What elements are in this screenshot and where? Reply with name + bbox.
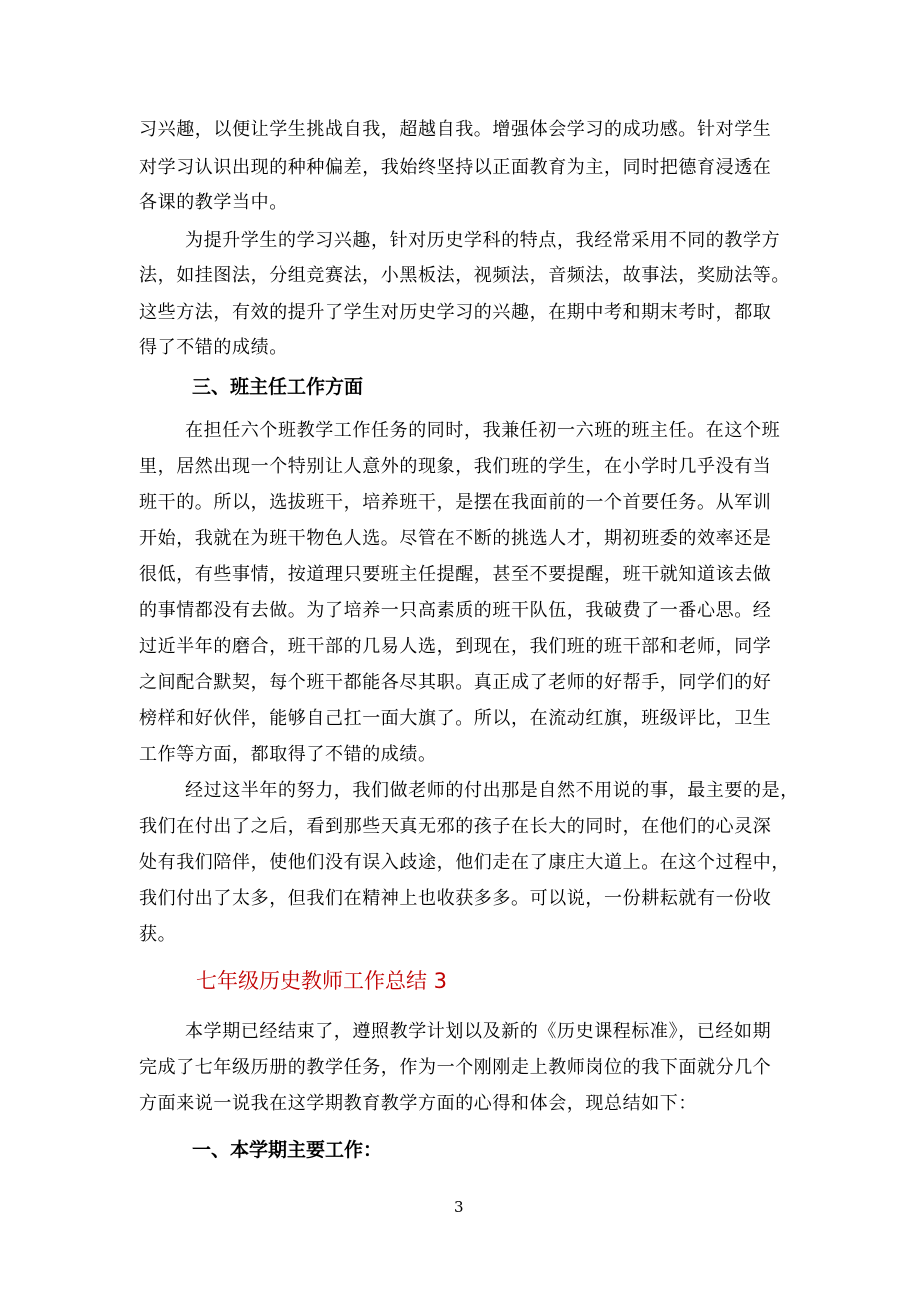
body-text-line: 方面来说一说我在这学期教育教学方面的心得和体会，现总结如下： [139,1093,697,1114]
body-text-line: 得了不错的成绩。 [139,337,288,358]
body-text-line: 处有我们陪伴，使他们没有误入歧途，他们走在了康庄大道上。在这个过程中， [139,852,790,873]
document-title: 七年级历史教师工作总结 3 [196,969,448,993]
body-text-line: 完成了七年级历册的教学任务，作为一个刚刚走上教师岗位的我下面就分几个 [139,1057,772,1078]
body-text-line: 习兴趣，以便让学生挑战自我，超越自我。增强体会学习的成功感。针对学生 [139,119,772,140]
body-text-line: 各课的教学当中。 [139,192,288,213]
body-text-line: 经过这半年的努力，我们做老师的付出那是自然不用说的事，最主要的是， [185,780,799,801]
body-text-line: 很低，有些事情，按道理只要班主任提醒，甚至不要提醒，班干就知道该去做 [139,564,772,585]
body-text-line: 之间配合默契，每个班干都能各尽其职。真正成了老师的好帮手，同学们的好 [139,672,772,693]
body-text-line: 这些方法，有效的提升了学生对历史学习的兴趣，在期中考和期末考时，都取 [139,302,772,323]
body-text-line: 获。 [139,924,177,945]
body-text-line: 的事情都没有去做。为了培养一只高素质的班干队伍，我破费了一番心思。经 [139,600,772,621]
page-number: 3 [454,1198,464,1216]
body-text-line: 班干的。所以，选拔班干，培养班干，是摆在我面前的一个首要任务。从军训 [139,492,772,513]
body-text-line: 过近半年的磨合，班干部的几易人选，到现在，我们班的班干部和老师，同学 [139,636,772,657]
body-text-line: 里，居然出现一个特别让人意外的现象，我们班的学生，在小学时几乎没有当 [139,456,772,477]
body-text-line: 为提升学生的学习兴趣，针对历史学科的特点，我经常采用不同的教学方 [185,230,781,251]
body-text-line: 榜样和好伙伴，能够自己扛一面大旗了。所以，在流动红旗，班级评比，卫生 [139,708,772,729]
body-text-line: 我们付出了太多，但我们在精神上也收获多多。可以说，一份耕耘就有一份收 [139,888,772,909]
section-heading: 三、班主任工作方面 [192,376,364,398]
body-text-line: 在担任六个班教学工作任务的同时，我兼任初一六班的班主任。在这个班 [185,420,781,441]
body-text-line: 本学期已经结束了，遵照教学计划以及新的《历史课程标准》，已经如期 [185,1021,772,1042]
body-text-line: 对学习认识出现的种种偏差，我始终坚持以正面教育为主，同时把德育浸透在 [139,157,772,178]
body-text-line: 工作等方面，都取得了不错的成绩。 [139,744,437,765]
body-text-line: 我们在付出了之后，看到那些天真无邪的孩子在长大的同时，在他们的心灵深 [139,816,772,837]
body-text-line: 法，如挂图法，分组竞赛法，小黑板法，视频法，音频法，故事法，奖励法等。 [139,265,790,286]
section-heading: 一、本学期主要工作： [192,1139,383,1161]
body-text-line: 开始，我就在为班干物色人选。尽管在不断的挑选人才，期初班委的效率还是 [139,528,772,549]
